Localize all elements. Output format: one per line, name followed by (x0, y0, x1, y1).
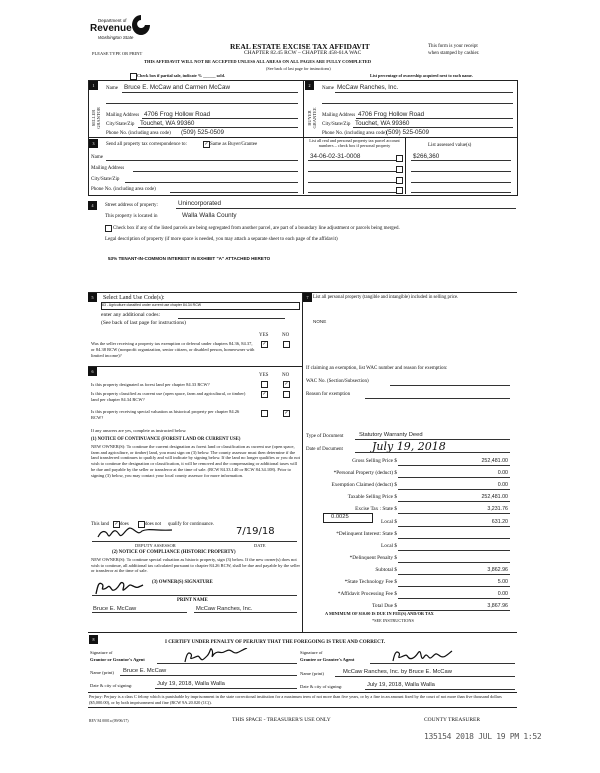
land-use-code[interactable]: 83 - Agriculture classified under current use chapter 84.34 RCW (102, 303, 202, 307)
no-header: NO (282, 373, 290, 378)
exemption-question: Was the seller receiving a property tax exemption or deferral under chapters 84.36, 84.37, or 84.38 RCW (nonprofit organization, senior citizen, or disabled person, homeowner with limited income)? (91, 341, 255, 358)
assessed-value[interactable]: $266,360 (413, 153, 440, 160)
fee-value[interactable]: 0.00 (497, 591, 508, 598)
section-5-number: 5 (88, 293, 97, 302)
receipt-note2: when stamped by cashier. (428, 51, 480, 56)
corr-address-label: Mailing Address (91, 166, 125, 171)
partial-sale-checkbox[interactable] (130, 73, 137, 80)
doc-date[interactable]: July 19, 2018 (372, 440, 446, 453)
county[interactable]: Walla Walla County (182, 212, 237, 219)
forest-yes-checkbox[interactable] (261, 381, 268, 388)
reason-label: Reason for exemption (306, 392, 351, 397)
this-land-label: This land (91, 522, 109, 527)
section-2-number: 2 (305, 81, 314, 90)
buyer-city[interactable]: Touchet, WA 99360 (355, 120, 410, 127)
warning: THIS AFFIDAVIT WILL NOT BE ACCEPTED UNLESS ALL AREAS ON ALL PAGES ARE FULLY COMPLETED (144, 59, 372, 64)
yes-header: YES (259, 333, 269, 338)
personal-property-checkbox[interactable] (396, 155, 403, 162)
logo-line2: Revenue (90, 23, 132, 34)
section-7-number: 7 (303, 293, 312, 302)
seller-city[interactable]: Touchet, WA 99360 (140, 120, 195, 127)
street-address[interactable]: Unincorporated (178, 200, 222, 207)
personal-property-value[interactable]: NONE (313, 319, 327, 324)
fee-value[interactable]: 3,862.96 (487, 566, 508, 573)
print-name-2[interactable]: McCaw Ranches, Inc. (196, 606, 253, 612)
buyer-side-label: BUYER GRANTEE (307, 107, 317, 129)
fee-label: Excise Tax : State $ (355, 506, 397, 513)
print-name-1[interactable]: Bruce E. McCaw (93, 606, 137, 612)
county-treasurer-label: COUNTY TREASURER (424, 717, 481, 723)
logo-line3: Washington State (98, 35, 134, 40)
grantor-date-label: Date & city of signing: (90, 683, 133, 688)
section-1-number: 1 (89, 81, 98, 90)
buyer-address-label: Mailing Address (322, 113, 356, 118)
fee-value[interactable]: 252,481.00 (481, 494, 508, 501)
date-label: DATE (254, 543, 266, 548)
historical-no-checkbox[interactable]: ✓ (284, 410, 289, 416)
deputy-assessor-label: DEPUTY ASSESSOR (135, 543, 176, 548)
fee-label: *Delinquent Penalty $ (349, 554, 397, 561)
section-8-number: 8 (89, 635, 98, 644)
segregated-label: Check box if any of the listed parcels are being segregated from another parcel, are part of a boundary line adjustment or parcels being merged. (113, 226, 400, 231)
doc-type-label: Type of Document (306, 434, 344, 439)
fee-value[interactable]: 631.20 (491, 518, 508, 525)
treasurer-use-label: THIS SPACE - TREASURER'S USE ONLY (232, 717, 331, 723)
seller-phone[interactable]: (509) 525-0509 (181, 129, 225, 136)
historical-question: Is this property receiving special valuation as historical property per chapter 84.26 RCW? (91, 409, 240, 420)
see-back: (See back of last page for instructions) (266, 66, 331, 71)
doc-type[interactable]: Statutory Warranty Deed (359, 432, 423, 438)
certify-statement: I CERTIFY UNDER PENALTY OF PERJURY THAT THE FOREGOING IS TRUE AND CORRECT. (165, 640, 386, 645)
land-use-label: Select Land Use Code(s): (103, 295, 165, 301)
exemption-no-checkbox[interactable] (283, 341, 290, 348)
same-as-buyer-label: Same as Buyer/Grantee (210, 142, 258, 147)
assessed-value-header: List assessed value(s) (428, 143, 472, 148)
if-yes-note: If any answers are yes, complete as instructed below. (91, 428, 187, 433)
exemption-yes-checkbox[interactable]: ✓ (262, 341, 267, 347)
section-3-number: 3 (89, 139, 98, 148)
treasurer-stamp: 135154 2018 JUL 19 PM 1:52 (424, 732, 542, 741)
local-rate[interactable]: 0.0025 (331, 514, 349, 520)
fee-label: Local $ (380, 518, 397, 525)
section-4-number: 4 (88, 201, 97, 210)
wac-label: WAC No. (Section/Subsection) (306, 379, 369, 384)
corr-phone-label: Phone No. (including area code) (91, 187, 156, 192)
buyer-phone[interactable]: (509) 525-0509 (386, 129, 430, 136)
personal-property-checkbox[interactable] (396, 177, 403, 184)
fee-value[interactable]: 3,867.96 (487, 603, 508, 610)
additional-codes-label: enter any additional codes: (101, 312, 161, 318)
seller-address[interactable]: 4706 Frog Hollow Road (144, 111, 211, 118)
fee-label: Local $ (380, 542, 397, 549)
fee-label: *Personal Property (deduct) $ (333, 470, 397, 477)
grantor-print-name[interactable]: Bruce E. McCaw (123, 668, 167, 674)
seller-name-label: Name (106, 86, 118, 91)
qualify-label: qualify for continuance. (168, 522, 214, 527)
seller-city-label: City/State/Zip (106, 122, 135, 127)
forest-no-checkbox[interactable]: ✓ (284, 381, 289, 387)
seller-address-label: Mailing Address (106, 113, 140, 118)
grantee-signature (390, 647, 480, 663)
logo-line1: Department of (98, 18, 127, 23)
fee-label: *Delinquent Interest: State $ (336, 530, 397, 537)
seller-phone-label: Phone No. (including area code) (106, 131, 171, 136)
grantee-print-name[interactable]: McCaw Ranches, Inc. by Bruce E. McCaw (343, 669, 452, 675)
grantor-name-print-label: Name (print) (90, 670, 114, 675)
buyer-phone-label: Phone No. (including area code) (322, 131, 387, 136)
does-label: does (120, 522, 129, 527)
current-use-yes-checkbox[interactable]: ✓ (262, 391, 267, 397)
fee-label: Taxable Selling Price $ (347, 494, 397, 501)
type-or-print: PLEASE TYPE OR PRINT (92, 51, 143, 56)
owner-signature (92, 580, 162, 596)
personal-property-checkbox[interactable] (396, 187, 403, 194)
parcel-number[interactable]: 34-06-02-31-0008 (310, 153, 361, 160)
notice-compliance-title: (2) NOTICE OF COMPLIANCE (HISTORIC PROPERTY) (112, 550, 236, 555)
ownership-note: List percentage of ownership acquired next to each name. (370, 73, 473, 78)
does-qualify-checkbox[interactable]: ✓ (114, 521, 119, 527)
grantor-sig-label-2: Grantor or Grantor's Agent (90, 657, 145, 662)
perjury-notice: Perjury: Perjury is a class C felony which is punishable by imprisonment in the state correctional institution for a maximum term of not more than five years, or by a fine in an amount fixed by the court of not more than five thousand dollars ($5,000.00), or by both imprisonment and fine (RCW 9A.20.020 (1C)). (89, 694, 502, 705)
partial-sale-label: Check box if partial sale, indicate % ______ sold. (137, 73, 225, 78)
located-in-label: This property is located in (105, 214, 158, 219)
historical-yes-checkbox[interactable] (261, 410, 268, 417)
same-as-buyer-checkbox[interactable]: ✓ (204, 141, 209, 147)
land-use-see-back: (See back of last page for instructions) (101, 320, 186, 326)
street-address-label: Street address of property: (105, 203, 158, 208)
fee-label: Subtotal $ (375, 566, 397, 573)
exemption-claim-label: If claiming an exemption, list WAC number and reason for exemption: (306, 366, 448, 371)
fee-label: *Affidavit Processing Fee $ (337, 591, 397, 598)
fee-value[interactable]: 3,231.76 (487, 506, 508, 513)
personal-property-checkbox[interactable] (396, 166, 403, 173)
current-use-question: Is this property classified as current use (open space, farm and agricultural, or timber) land per chapter 84.34 RCW? (91, 391, 246, 402)
buyer-address[interactable]: 4706 Frog Hollow Road (358, 111, 425, 118)
receipt-note: This form is your receipt (428, 44, 478, 49)
does-not-label: does not (145, 522, 162, 527)
owner-signature-title: (3) OWNER(S) SIGNATURE (152, 580, 213, 585)
form-number: REV 84 0001a (09/06/17) (89, 719, 129, 723)
print-name-label: PRINT NAME (177, 598, 208, 603)
chapter: CHAPTER 82.45 RCW – CHAPTER 458-61A WAC (244, 50, 362, 56)
personal-property-label: List all personal property (tangible and intangible) included in selling price. (313, 295, 459, 300)
fee-value[interactable]: 0.00 (497, 470, 508, 477)
buyer-name[interactable]: McCaw Ranches, Inc. (337, 84, 399, 91)
section-6-number: 6 (88, 367, 97, 376)
grantee-date-city[interactable]: July 19, 2018, Walla Walla (367, 682, 435, 688)
buyer-name-label: Name (322, 86, 334, 91)
seller-name[interactable]: Bruce E. McCaw and Carmen McCaw (124, 84, 231, 91)
notice-continuance-text: NEW OWNER(S): To continue the current designation as forest land or classification as current use (open space, farm and agriculture, or timber) land, you must sign on (3) below. The county assessor must then determine if the land transferred continues to qualify and will indicate by signing below. If the land no longer qualifies or you do not wish to continue the designation or classification, it will be removed and the compensating or additional taxes will be due and payable by the seller or transferor at the time of sale. (RCW 84.33.140 or RCW 84.34.108). Prior to signing (3) below, you may contact your local county assessor for more information. (91, 444, 301, 478)
corr-city-label: City/State/Zip (91, 177, 120, 182)
current-use-no-checkbox[interactable] (283, 391, 290, 398)
legal-description[interactable]: 53% TENANT-IN-COMMON INTEREST IN EXHIBIT "A" ATTACHED HERETO (108, 256, 271, 261)
grantee-name-print-label: Name (print) (300, 671, 324, 676)
fee-label: Exemption Claimed (deduct) $ (331, 482, 397, 489)
grantee-date-label: Date & city of signing: (300, 684, 343, 689)
minimum-due-note: A MINIMUM OF $10.00 IS DUE IN FEE(S) AND/OR TAX (325, 611, 434, 616)
fee-label: *State Technology Fee $ (344, 579, 397, 585)
buyer-city-label: City/State/Zip (322, 122, 351, 127)
fee-value[interactable]: 0.00 (497, 482, 508, 489)
fee-label: Gross Selling Price $ (352, 458, 397, 464)
grantor-sig-label: Signature of (90, 650, 113, 655)
grantor-signature (182, 648, 282, 664)
logo-swirl-icon (131, 14, 151, 36)
deputy-assessor-signature (95, 527, 205, 541)
fee-value[interactable]: 5.00 (497, 579, 508, 585)
segregated-checkbox[interactable] (105, 225, 112, 232)
grantee-sig-label-2: Grantee or Grantee's Agent (300, 657, 355, 662)
send-correspondence-label: Send all property tax correspondence to: (106, 142, 187, 147)
yes-header: YES (259, 373, 269, 378)
form-title: REAL ESTATE EXCISE TAX AFFIDAVIT (230, 42, 370, 51)
corr-name-label: Name (91, 155, 103, 160)
fee-label: Total Due $ (372, 603, 397, 610)
deputy-date: 7/19/18 (236, 526, 275, 537)
fee-value[interactable]: 252,481.00 (481, 458, 508, 464)
legal-description-label: Legal description of property (if more space is needed, you may attach a separate sheet to each page of the affidavit) (105, 237, 338, 242)
grantor-date-city[interactable]: July 19, 2018, Walla Walla (157, 681, 225, 687)
forest-land-question: Is this property designated as forest land per chapter 84.33 RCW? (91, 382, 210, 387)
doc-date-label: Date of Document (306, 447, 343, 452)
grantee-sig-label: Signature of (300, 650, 323, 655)
notice-compliance-text: NEW OWNER(S): To continue special valuation as historic property, sign (3) below. If the new owner(s) does not wish to continue, all additional tax calculated pursuant to chapter 84.26 RCW, shall be due and payable by the seller or transferor at the time of sale. (91, 557, 301, 573)
notice-continuance-title: (1) NOTICE OF CONTINUANCE (FOREST LAND OR CURRENT USE) (91, 437, 241, 442)
parcel-header: List all real and personal property tax parcel account numbers – check box if personal property (309, 138, 400, 148)
no-header: NO (282, 333, 290, 338)
see-instructions-note: *SEE INSTRUCTIONS (372, 618, 414, 623)
seller-side-label: SELLER GRANTOR (91, 107, 101, 129)
